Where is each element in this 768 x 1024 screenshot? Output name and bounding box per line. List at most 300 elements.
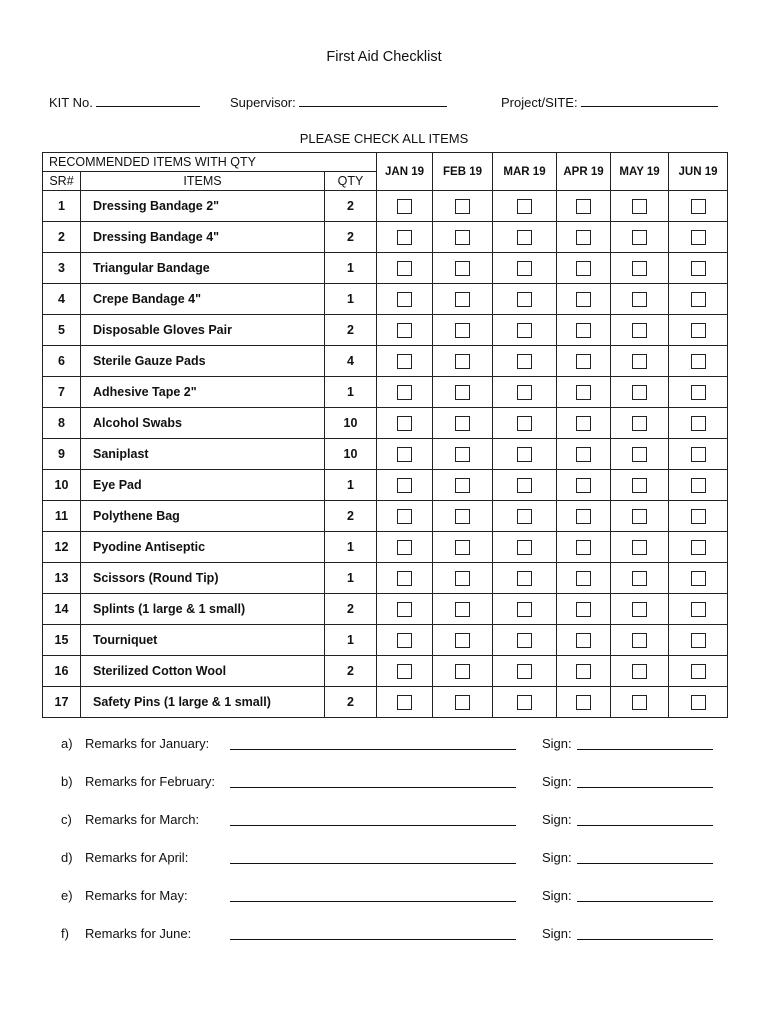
checkbox[interactable] xyxy=(576,385,591,400)
row-sr-number: 7 xyxy=(43,377,81,408)
checkbox[interactable] xyxy=(632,664,647,679)
table-row xyxy=(43,470,728,501)
checkbox[interactable] xyxy=(455,199,470,214)
sign-label: Sign: xyxy=(542,850,572,865)
checkbox[interactable] xyxy=(397,633,412,648)
month-check-cell xyxy=(557,284,611,315)
kit-number-line[interactable] xyxy=(96,94,200,107)
checkbox[interactable] xyxy=(397,230,412,245)
month-check-cell xyxy=(557,253,611,284)
checkbox[interactable] xyxy=(455,540,470,555)
month-check-cell xyxy=(493,377,557,408)
month-check-cell xyxy=(493,532,557,563)
checkbox[interactable] xyxy=(632,292,647,307)
row-item-name: Sterilized Cotton Wool xyxy=(81,656,325,687)
checkbox[interactable] xyxy=(455,602,470,617)
checkbox[interactable] xyxy=(691,478,706,493)
checkbox[interactable] xyxy=(691,695,706,710)
row-item-name: Tourniquet xyxy=(81,625,325,656)
row-sr-number: 13 xyxy=(43,563,81,594)
month-check-cell xyxy=(611,377,669,408)
checkbox[interactable] xyxy=(397,385,412,400)
month-check-cell xyxy=(493,284,557,315)
remark-label: Remarks for May: xyxy=(85,888,188,903)
checkbox[interactable] xyxy=(576,664,591,679)
items-column-header: ITEMS xyxy=(81,172,325,191)
remark-row xyxy=(0,850,768,870)
checkbox[interactable] xyxy=(397,602,412,617)
row-sr-number: 6 xyxy=(43,346,81,377)
month-check-cell xyxy=(493,594,557,625)
month-check-cell xyxy=(377,656,433,687)
checkbox[interactable] xyxy=(576,447,591,462)
checkbox[interactable] xyxy=(397,292,412,307)
supervisor-label: Supervisor: xyxy=(230,95,296,110)
remark-row xyxy=(0,926,768,946)
month-header: APR 19 xyxy=(557,153,611,191)
table-row xyxy=(43,439,728,470)
checkbox[interactable] xyxy=(455,416,470,431)
month-check-cell xyxy=(611,625,669,656)
checkbox[interactable] xyxy=(397,199,412,214)
month-check-cell xyxy=(433,656,493,687)
checkbox[interactable] xyxy=(397,695,412,710)
remark-line[interactable] xyxy=(230,749,516,750)
supervisor-line[interactable] xyxy=(299,94,447,107)
month-check-cell xyxy=(557,377,611,408)
month-check-cell xyxy=(433,377,493,408)
month-header: FEB 19 xyxy=(433,153,493,191)
kit-number-label: KIT No. xyxy=(49,95,93,110)
month-header: JAN 19 xyxy=(377,153,433,191)
checkbox[interactable] xyxy=(517,509,532,524)
instruction-text: PLEASE CHECK ALL ITEMS xyxy=(299,131,469,146)
checkbox[interactable] xyxy=(455,323,470,338)
month-check-cell xyxy=(669,222,728,253)
month-check-cell xyxy=(433,501,493,532)
month-check-cell xyxy=(611,439,669,470)
month-check-cell xyxy=(611,315,669,346)
month-check-cell xyxy=(669,470,728,501)
checkbox[interactable] xyxy=(517,416,532,431)
month-check-cell xyxy=(493,687,557,718)
remark-line[interactable] xyxy=(230,863,516,864)
checkbox[interactable] xyxy=(517,385,532,400)
checkbox[interactable] xyxy=(691,540,706,555)
checkbox[interactable] xyxy=(517,602,532,617)
month-check-cell xyxy=(377,594,433,625)
remark-label: Remarks for February: xyxy=(85,774,216,789)
month-check-cell xyxy=(669,687,728,718)
checkbox[interactable] xyxy=(455,261,470,276)
row-quantity: 1 xyxy=(325,532,377,563)
checkbox[interactable] xyxy=(517,571,532,586)
sign-line[interactable] xyxy=(577,863,713,864)
month-check-cell xyxy=(493,501,557,532)
remark-letter: c) xyxy=(61,812,72,827)
checkbox[interactable] xyxy=(576,571,591,586)
row-sr-number: 10 xyxy=(43,470,81,501)
month-check-cell xyxy=(669,191,728,222)
month-check-cell xyxy=(433,687,493,718)
sign-label: Sign: xyxy=(542,812,572,827)
checkbox[interactable] xyxy=(632,602,647,617)
checkbox[interactable] xyxy=(632,261,647,276)
row-sr-number: 11 xyxy=(43,501,81,532)
month-check-cell xyxy=(669,439,728,470)
checkbox[interactable] xyxy=(632,230,647,245)
sign-line[interactable] xyxy=(577,787,713,788)
checkbox[interactable] xyxy=(691,323,706,338)
month-check-cell xyxy=(377,563,433,594)
checkbox[interactable] xyxy=(691,292,706,307)
month-check-cell xyxy=(433,253,493,284)
row-quantity: 4 xyxy=(325,346,377,377)
checkbox[interactable] xyxy=(632,478,647,493)
remark-row xyxy=(0,812,768,832)
month-check-cell xyxy=(611,532,669,563)
checkbox[interactable] xyxy=(455,354,470,369)
row-sr-number: 17 xyxy=(43,687,81,718)
row-item-name: Dressing Bandage 2" xyxy=(81,191,325,222)
row-item-name: Adhesive Tape 2" xyxy=(81,377,325,408)
checkbox[interactable] xyxy=(632,416,647,431)
checkbox[interactable] xyxy=(576,633,591,648)
checkbox[interactable] xyxy=(576,478,591,493)
checkbox[interactable] xyxy=(455,385,470,400)
month-check-cell xyxy=(493,656,557,687)
checkbox[interactable] xyxy=(576,540,591,555)
table-row xyxy=(43,687,728,718)
month-check-cell xyxy=(433,563,493,594)
month-check-cell xyxy=(377,408,433,439)
remark-letter: e) xyxy=(61,888,73,903)
checkbox[interactable] xyxy=(691,602,706,617)
checkbox[interactable] xyxy=(397,664,412,679)
row-quantity: 2 xyxy=(325,501,377,532)
checkbox[interactable] xyxy=(576,602,591,617)
checkbox[interactable] xyxy=(397,416,412,431)
remark-letter: f) xyxy=(61,926,69,941)
month-check-cell xyxy=(377,687,433,718)
checkbox[interactable] xyxy=(576,230,591,245)
remark-line[interactable] xyxy=(230,939,516,940)
remark-line[interactable] xyxy=(230,787,516,788)
table-row xyxy=(43,656,728,687)
month-check-cell xyxy=(493,408,557,439)
month-check-cell xyxy=(433,470,493,501)
row-quantity: 10 xyxy=(325,439,377,470)
month-check-cell xyxy=(493,346,557,377)
table-row xyxy=(43,346,728,377)
checkbox[interactable] xyxy=(517,664,532,679)
checkbox[interactable] xyxy=(632,385,647,400)
row-quantity: 1 xyxy=(325,284,377,315)
month-check-cell xyxy=(611,687,669,718)
month-check-cell xyxy=(557,656,611,687)
month-check-cell xyxy=(669,532,728,563)
month-check-cell xyxy=(611,253,669,284)
month-check-cell xyxy=(557,625,611,656)
month-check-cell xyxy=(557,532,611,563)
month-header: MAR 19 xyxy=(493,153,557,191)
table-row xyxy=(43,594,728,625)
table-row xyxy=(43,408,728,439)
checkbox[interactable] xyxy=(397,478,412,493)
row-item-name: Sterile Gauze Pads xyxy=(81,346,325,377)
month-check-cell xyxy=(669,346,728,377)
row-item-name: Disposable Gloves Pair xyxy=(81,315,325,346)
remark-row xyxy=(0,736,768,756)
table-row xyxy=(43,284,728,315)
checkbox[interactable] xyxy=(455,664,470,679)
checkbox[interactable] xyxy=(397,571,412,586)
checkbox[interactable] xyxy=(517,354,532,369)
month-check-cell xyxy=(377,222,433,253)
remark-label: Remarks for April: xyxy=(85,850,189,865)
checkbox[interactable] xyxy=(632,447,647,462)
sign-line[interactable] xyxy=(577,749,713,750)
sign-label: Sign: xyxy=(542,926,572,941)
checkbox[interactable] xyxy=(455,509,470,524)
checkbox[interactable] xyxy=(397,540,412,555)
table-row xyxy=(43,563,728,594)
checkbox[interactable] xyxy=(517,633,532,648)
row-item-name: Crepe Bandage 4" xyxy=(81,284,325,315)
checkbox[interactable] xyxy=(397,354,412,369)
row-item-name: Saniplast xyxy=(81,439,325,470)
checkbox[interactable] xyxy=(517,447,532,462)
month-check-cell xyxy=(377,501,433,532)
table-row xyxy=(43,191,728,222)
checkbox[interactable] xyxy=(455,447,470,462)
month-check-cell xyxy=(611,284,669,315)
row-sr-number: 3 xyxy=(43,253,81,284)
row-quantity: 2 xyxy=(325,315,377,346)
row-sr-number: 2 xyxy=(43,222,81,253)
month-check-cell xyxy=(557,222,611,253)
checkbox[interactable] xyxy=(691,416,706,431)
row-item-name: Pyodine Antiseptic xyxy=(81,532,325,563)
project-site-label: Project/SITE: xyxy=(501,95,578,110)
month-check-cell xyxy=(377,315,433,346)
month-check-cell xyxy=(669,594,728,625)
row-item-name: Triangular Bandage xyxy=(81,253,325,284)
month-check-cell xyxy=(611,222,669,253)
supervisor-field[interactable] xyxy=(230,94,447,110)
checkbox[interactable] xyxy=(576,199,591,214)
checkbox[interactable] xyxy=(632,354,647,369)
checkbox[interactable] xyxy=(632,571,647,586)
checkbox[interactable] xyxy=(517,230,532,245)
row-sr-number: 8 xyxy=(43,408,81,439)
checkbox[interactable] xyxy=(691,354,706,369)
sign-line[interactable] xyxy=(577,939,713,940)
month-check-cell xyxy=(557,501,611,532)
table-row xyxy=(43,532,728,563)
checkbox[interactable] xyxy=(455,292,470,307)
row-item-name: Dressing Bandage 4" xyxy=(81,222,325,253)
checkbox[interactable] xyxy=(517,199,532,214)
sign-label: Sign: xyxy=(542,888,572,903)
checkbox[interactable] xyxy=(576,292,591,307)
month-header: JUN 19 xyxy=(669,153,728,191)
remark-label: Remarks for June: xyxy=(85,926,192,941)
month-check-cell xyxy=(669,656,728,687)
month-check-cell xyxy=(557,439,611,470)
table-row xyxy=(43,377,728,408)
month-check-cell xyxy=(377,191,433,222)
month-check-cell xyxy=(611,501,669,532)
row-quantity: 1 xyxy=(325,470,377,501)
remark-line[interactable] xyxy=(230,901,516,902)
checkbox[interactable] xyxy=(517,478,532,493)
month-check-cell xyxy=(493,191,557,222)
remark-letter: d) xyxy=(61,850,73,865)
qty-column-header: QTY xyxy=(325,172,377,191)
project-site-line[interactable] xyxy=(581,94,718,107)
checkbox[interactable] xyxy=(691,664,706,679)
checkbox[interactable] xyxy=(576,323,591,338)
row-sr-number: 12 xyxy=(43,532,81,563)
row-quantity: 1 xyxy=(325,625,377,656)
month-check-cell xyxy=(433,594,493,625)
month-check-cell xyxy=(377,377,433,408)
sign-label: Sign: xyxy=(542,774,572,789)
checkbox[interactable] xyxy=(632,695,647,710)
checkbox[interactable] xyxy=(576,509,591,524)
checkbox[interactable] xyxy=(632,323,647,338)
row-item-name: Splints (1 large & 1 small) xyxy=(81,594,325,625)
checkbox[interactable] xyxy=(397,447,412,462)
row-sr-number: 5 xyxy=(43,315,81,346)
row-item-name: Alcohol Swabs xyxy=(81,408,325,439)
checkbox[interactable] xyxy=(397,261,412,276)
month-header: MAY 19 xyxy=(611,153,669,191)
row-item-name: Scissors (Round Tip) xyxy=(81,563,325,594)
row-sr-number: 15 xyxy=(43,625,81,656)
checkbox[interactable] xyxy=(691,633,706,648)
table-row xyxy=(43,315,728,346)
remark-line[interactable] xyxy=(230,825,516,826)
month-check-cell xyxy=(557,191,611,222)
checkbox[interactable] xyxy=(691,509,706,524)
checkbox[interactable] xyxy=(576,354,591,369)
month-check-cell xyxy=(377,253,433,284)
checkbox[interactable] xyxy=(691,571,706,586)
kit-number-field[interactable] xyxy=(49,94,200,110)
checkbox[interactable] xyxy=(397,509,412,524)
month-check-cell xyxy=(433,284,493,315)
checkbox[interactable] xyxy=(455,230,470,245)
project-site-field[interactable] xyxy=(501,94,718,110)
row-sr-number: 16 xyxy=(43,656,81,687)
checkbox[interactable] xyxy=(691,261,706,276)
row-quantity: 2 xyxy=(325,222,377,253)
checkbox[interactable] xyxy=(691,447,706,462)
checkbox[interactable] xyxy=(691,199,706,214)
checkbox[interactable] xyxy=(576,416,591,431)
checkbox[interactable] xyxy=(397,323,412,338)
checkbox[interactable] xyxy=(576,695,591,710)
table-row xyxy=(43,501,728,532)
row-item-name: Polythene Bag xyxy=(81,501,325,532)
row-quantity: 2 xyxy=(325,594,377,625)
remark-label: Remarks for January: xyxy=(85,736,210,751)
month-check-cell xyxy=(377,470,433,501)
month-check-cell xyxy=(433,532,493,563)
checklist-table xyxy=(42,152,728,718)
checkbox[interactable] xyxy=(517,323,532,338)
month-check-cell xyxy=(493,315,557,346)
month-check-cell xyxy=(557,563,611,594)
month-check-cell xyxy=(611,563,669,594)
month-check-cell xyxy=(611,408,669,439)
month-check-cell xyxy=(557,594,611,625)
row-quantity: 1 xyxy=(325,253,377,284)
month-check-cell xyxy=(493,625,557,656)
month-check-cell xyxy=(493,439,557,470)
month-check-cell xyxy=(669,408,728,439)
checkbox[interactable] xyxy=(455,695,470,710)
checkbox[interactable] xyxy=(632,199,647,214)
checkbox[interactable] xyxy=(517,695,532,710)
remark-letter: b) xyxy=(61,774,73,789)
sign-line[interactable] xyxy=(577,901,713,902)
page-title: First Aid Checklist xyxy=(326,49,442,65)
checkbox[interactable] xyxy=(691,230,706,245)
month-check-cell xyxy=(669,253,728,284)
checkbox[interactable] xyxy=(691,385,706,400)
month-check-cell xyxy=(433,346,493,377)
month-check-cell xyxy=(611,191,669,222)
month-check-cell xyxy=(433,222,493,253)
month-check-cell xyxy=(377,532,433,563)
month-check-cell xyxy=(669,284,728,315)
table-row xyxy=(43,222,728,253)
month-check-cell xyxy=(557,470,611,501)
group-header: RECOMMENDED ITEMS WITH QTY xyxy=(43,153,377,172)
remark-letter: a) xyxy=(61,736,73,751)
checkbox[interactable] xyxy=(455,633,470,648)
checkbox[interactable] xyxy=(632,509,647,524)
checkbox[interactable] xyxy=(576,261,591,276)
month-check-cell xyxy=(669,377,728,408)
row-sr-number: 9 xyxy=(43,439,81,470)
row-quantity: 1 xyxy=(325,377,377,408)
month-check-cell xyxy=(493,222,557,253)
checkbox[interactable] xyxy=(455,571,470,586)
row-quantity: 2 xyxy=(325,191,377,222)
sign-line[interactable] xyxy=(577,825,713,826)
month-check-cell xyxy=(669,501,728,532)
month-check-cell xyxy=(433,315,493,346)
table-row xyxy=(43,253,728,284)
month-check-cell xyxy=(557,687,611,718)
checkbox[interactable] xyxy=(632,540,647,555)
month-check-cell xyxy=(557,346,611,377)
month-check-cell xyxy=(377,284,433,315)
checkbox[interactable] xyxy=(517,292,532,307)
checkbox[interactable] xyxy=(455,478,470,493)
checkbox[interactable] xyxy=(517,261,532,276)
row-item-name: Safety Pins (1 large & 1 small) xyxy=(81,687,325,718)
checkbox[interactable] xyxy=(517,540,532,555)
month-check-cell xyxy=(611,656,669,687)
checkbox[interactable] xyxy=(632,633,647,648)
sign-label: Sign: xyxy=(542,736,572,751)
month-check-cell xyxy=(611,346,669,377)
